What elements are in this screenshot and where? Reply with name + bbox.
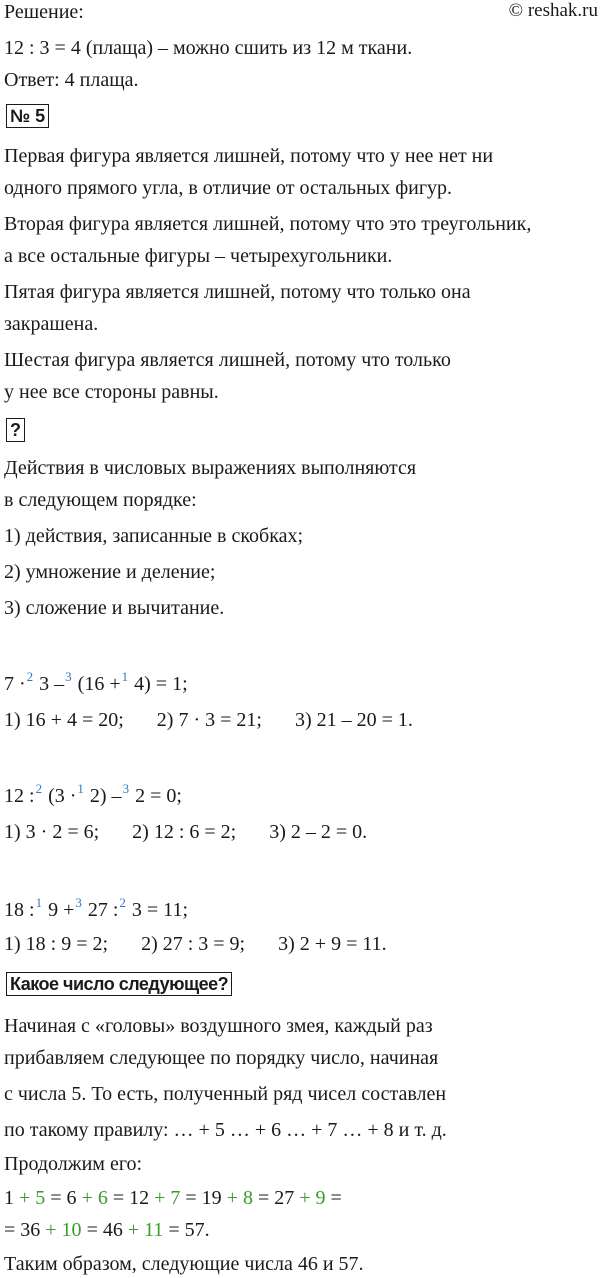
step: 1) 18 : 9 = 2; xyxy=(4,933,109,955)
eq-term: = 12 xyxy=(112,1187,150,1209)
step: 1) 3 · 2 = 6; xyxy=(4,821,100,843)
expr-part: (3 · xyxy=(48,785,77,807)
question-badge: ? xyxy=(6,418,25,442)
order-number: 1 xyxy=(35,895,43,910)
expr-part: 18 : xyxy=(4,899,35,921)
step: 1) 16 + 4 = 20; xyxy=(4,709,124,731)
expr-part: 3 = 11; xyxy=(131,899,188,921)
expression-3 xyxy=(4,895,188,924)
eq-term: = 57. xyxy=(168,1219,210,1241)
rule-line: 2) умножение и деление; xyxy=(4,561,216,583)
eq-term: = 19 xyxy=(185,1187,222,1209)
order-number: 1 xyxy=(77,781,84,796)
expression-1 xyxy=(4,669,188,698)
added-number: + 6 xyxy=(81,1187,108,1209)
step: 3) 21 – 20 = 1. xyxy=(294,709,413,731)
task5-line: Шестая фигура является лишней, потому что только xyxy=(4,349,451,371)
steps-3 xyxy=(4,932,387,956)
step: 2) 12 : 6 = 2; xyxy=(132,821,237,843)
expression-2 xyxy=(4,781,182,810)
expr-part: 9 + xyxy=(48,899,75,921)
explanation-line: прибавляем следующее по порядку число, начиная xyxy=(4,1047,439,1069)
prev-answer: Ответ: 4 плаща. xyxy=(4,69,139,91)
explanation-line: с числа 5. То есть, полученный ряд чисел составлен xyxy=(4,1083,447,1105)
order-number: 3 xyxy=(65,669,72,684)
explanation-line: Начиная с «головы» воздушного змея, каждый раз xyxy=(4,1015,433,1037)
task5-line: закрашена. xyxy=(4,313,99,335)
eq-term: = 6 xyxy=(50,1187,77,1209)
order-number: 2 xyxy=(35,781,43,796)
step: 2) 27 : 3 = 9; xyxy=(141,933,246,955)
step: 3) 2 – 2 = 0. xyxy=(269,821,368,843)
task-number-badge: № 5 xyxy=(6,104,49,128)
eq-term: = xyxy=(330,1187,342,1209)
order-number: 3 xyxy=(75,895,82,910)
added-number: + 7 xyxy=(154,1187,181,1209)
rule-line: 3) сложение и вычитание. xyxy=(4,597,225,619)
task5-line: Пятая фигура является лишней, потому что только она xyxy=(4,281,471,303)
expr-part: 2 = 0; xyxy=(135,785,182,807)
step: 3) 2 + 9 = 11. xyxy=(278,933,387,955)
task5-line: одного прямого угла, в отличие от остальных фигур. xyxy=(4,177,453,199)
expr-part: 2) – xyxy=(89,785,122,807)
eq-term: = 27 xyxy=(257,1187,295,1209)
steps-2 xyxy=(4,820,367,844)
added-number: + 9 xyxy=(299,1187,326,1209)
expr-part: 4) = 1; xyxy=(134,673,188,695)
added-number: + 8 xyxy=(226,1187,253,1209)
expr-part: 27 : xyxy=(87,899,119,921)
conclusion: Таким образом, следующие числа 46 и 57. xyxy=(4,1253,364,1275)
task5-line: Первая фигура является лишней, потому что у нее нет ни xyxy=(4,145,494,167)
site-watermark: © reshak.ru xyxy=(508,0,598,21)
eq-term: = 46 xyxy=(86,1219,123,1241)
added-number: + 5 xyxy=(19,1187,46,1209)
rule-line: Действия в числовых выражениях выполняются xyxy=(4,457,417,479)
section-badge: Какое число следующее? xyxy=(6,972,232,996)
rule-line: 1) действия, записанные в скобках; xyxy=(4,525,304,547)
explanation-line: Продолжим его: xyxy=(4,1153,143,1175)
steps-1 xyxy=(4,708,413,732)
expr-part: 3 – xyxy=(39,673,65,695)
added-number: + 11 xyxy=(127,1219,164,1241)
task5-line: а все остальные фигуры – четырехугольники. xyxy=(4,245,393,267)
order-number: 2 xyxy=(26,669,34,684)
expr-part: 12 : xyxy=(4,785,35,807)
eq-term: = 36 xyxy=(4,1219,41,1241)
sequence-equation-1 xyxy=(4,1186,342,1210)
solution-label: Решение: xyxy=(4,1,84,23)
prev-solution-line: 12 : 3 = 4 (плаща) – можно сшить из 12 м ткани. xyxy=(4,37,413,59)
expr-part: 7 · xyxy=(4,673,26,695)
order-number: 2 xyxy=(119,895,126,910)
rule-line: в следующем порядке: xyxy=(4,489,197,511)
task5-line: Вторая фигура является лишней, потому что это треугольник, xyxy=(4,213,532,235)
added-number: + 10 xyxy=(45,1219,82,1241)
order-number: 1 xyxy=(121,669,129,684)
sequence-equation-2 xyxy=(4,1218,210,1242)
order-number: 3 xyxy=(122,781,130,796)
explanation-line: по такому правилу: … + 5 … + 6 … + 7 … + 8 и т. д. xyxy=(4,1119,447,1141)
step: 2) 7 · 3 = 21; xyxy=(156,709,262,731)
expr-part: (16 + xyxy=(77,673,121,695)
eq-term: 1 xyxy=(4,1187,14,1209)
task5-line: у нее все стороны равны. xyxy=(4,381,219,403)
